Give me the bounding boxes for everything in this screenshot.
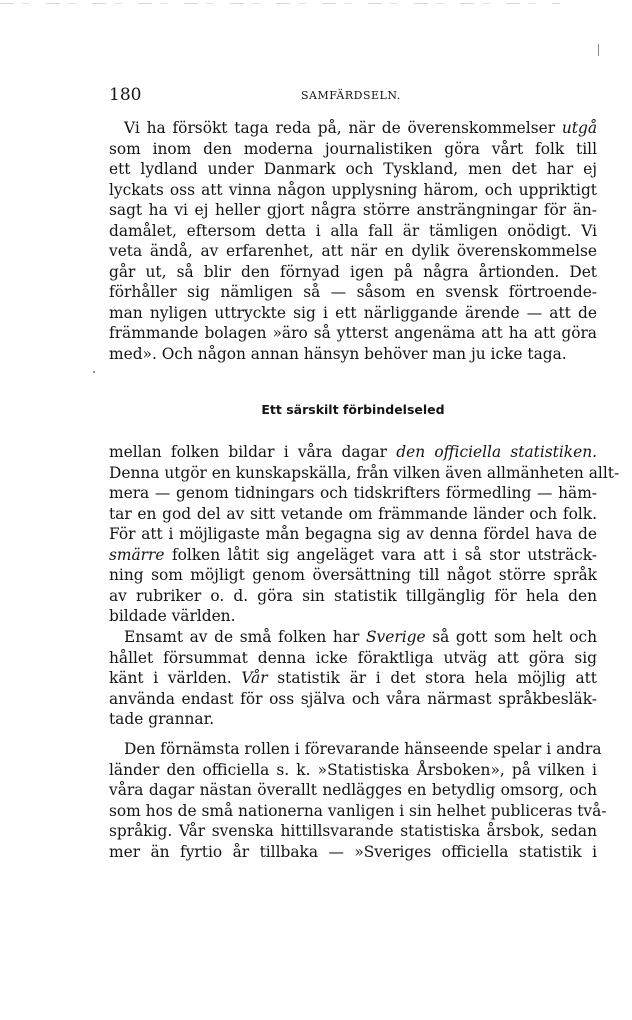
scan-speck [93, 371, 95, 373]
text-line: sagt ha vi ej heller gjort några större ansträngningar för än- [109, 201, 597, 219]
text-line: Den förnämsta rollen i förevarande hänseende spelar i andra [124, 740, 602, 758]
text-line: Denna utgör en kunskapskälla, från vilken även allmänheten allt- [109, 463, 620, 482]
text-line: Vi ha försökt taga reda på, när de överenskommelser utgå [124, 119, 597, 137]
text-line: känt i världen. Vår statistik är i det stora hela möjlig att [109, 669, 597, 687]
scan-edge-mark [598, 44, 599, 56]
text-line: Ensamt av de små folken har Sverige så gott som helt och [124, 628, 597, 646]
text-line: veta ändå, av erfarenhet, att när en dylik överenskommelse [109, 242, 597, 260]
paragraph-statistiken [109, 442, 620, 627]
text-line: För att i möjligaste mån begagna sig av denna fördel hava de [109, 525, 597, 543]
running-title: SAMFÄRDSELN. [301, 89, 401, 102]
text-line: använda endast för oss själva och våra närmast språkbesläk- [109, 689, 597, 708]
text-line: länder den officiella s. k. »Statistiska Årsboken», på vilken i [109, 760, 597, 779]
emphasis-word: utgå [561, 119, 597, 137]
paragraph-overenskommelser [109, 118, 597, 364]
text-line: språkig. Vår svenska hittillsvarande statistiska årsbok, sedan [109, 822, 597, 840]
text-line: bildade världen. [109, 607, 236, 625]
text-line: ning som möjligt genom översättning till något större språk [109, 566, 597, 584]
text-line: tade grannar. [109, 710, 215, 728]
emphasis-phrase: den officiella statistiken. [396, 443, 597, 461]
text-line: som inom den moderna journalistiken göra vårt folk till [109, 139, 597, 158]
text-line: hållet försummat denna icke föraktliga utväg att göra sig [109, 648, 597, 667]
text-line: smärre folken låtit sig angeläget vara att i så stor utsträck- [109, 545, 597, 564]
paragraph-arsboken [109, 739, 607, 862]
scan-artifact-line [0, 3, 560, 4]
emphasis-word: Vår [241, 669, 268, 687]
section-heading: Ett särskilt förbindelseled [261, 402, 445, 417]
text-line: som hos de små nationerna vanligen i sin helhet publiceras två- [109, 801, 607, 820]
text-line: mellan folken bildar i våra dagar den officiella statistiken. [109, 443, 597, 461]
paragraph-sverige [109, 627, 597, 730]
text-line: damålet, eftersom detta i alla fall är tämligen onödigt. Vi [109, 221, 597, 240]
text-line: av rubriker o. d. göra sin statistik tillgänglig för hela den [109, 586, 597, 605]
text-line: förhåller sig nämligen så — såsom en svensk förtroende- [109, 283, 597, 301]
text-line: våra dagar nästan överallt nedlägges en betydlig omsorg, och [109, 781, 597, 799]
text-line: främmande bolagen »äro så ytterst angenäma att ha att göra [109, 324, 597, 342]
text-line: mer än fyrtio år tillbaka — »Sveriges officiella statistik i [109, 842, 597, 861]
text-line: lyckats oss att vinna någon upplysning härom, och uppriktigt [109, 180, 597, 199]
text-line: ett lydland under Danmark och Tyskland, men det har ej [109, 160, 597, 178]
running-head [109, 84, 596, 108]
page-number: 180 [109, 85, 142, 105]
emphasis-word: smärre [109, 545, 165, 564]
text-line: går ut, så blir den förnyad igen på några årtionden. Det [109, 262, 597, 281]
text-line: tar en god del av sitt vetande om främmande länder och folk. [109, 504, 597, 523]
emphasis-word: Sverige [365, 628, 426, 646]
text-line: med». Och någon annan hänsyn behöver man ju icke taga. [109, 344, 567, 363]
text-line: mera — genom tidningars och tidskrifters förmedling — häm- [109, 484, 597, 502]
text-line: man nyligen uttryckte sig i ett närliggande ärende — att de [109, 303, 597, 322]
